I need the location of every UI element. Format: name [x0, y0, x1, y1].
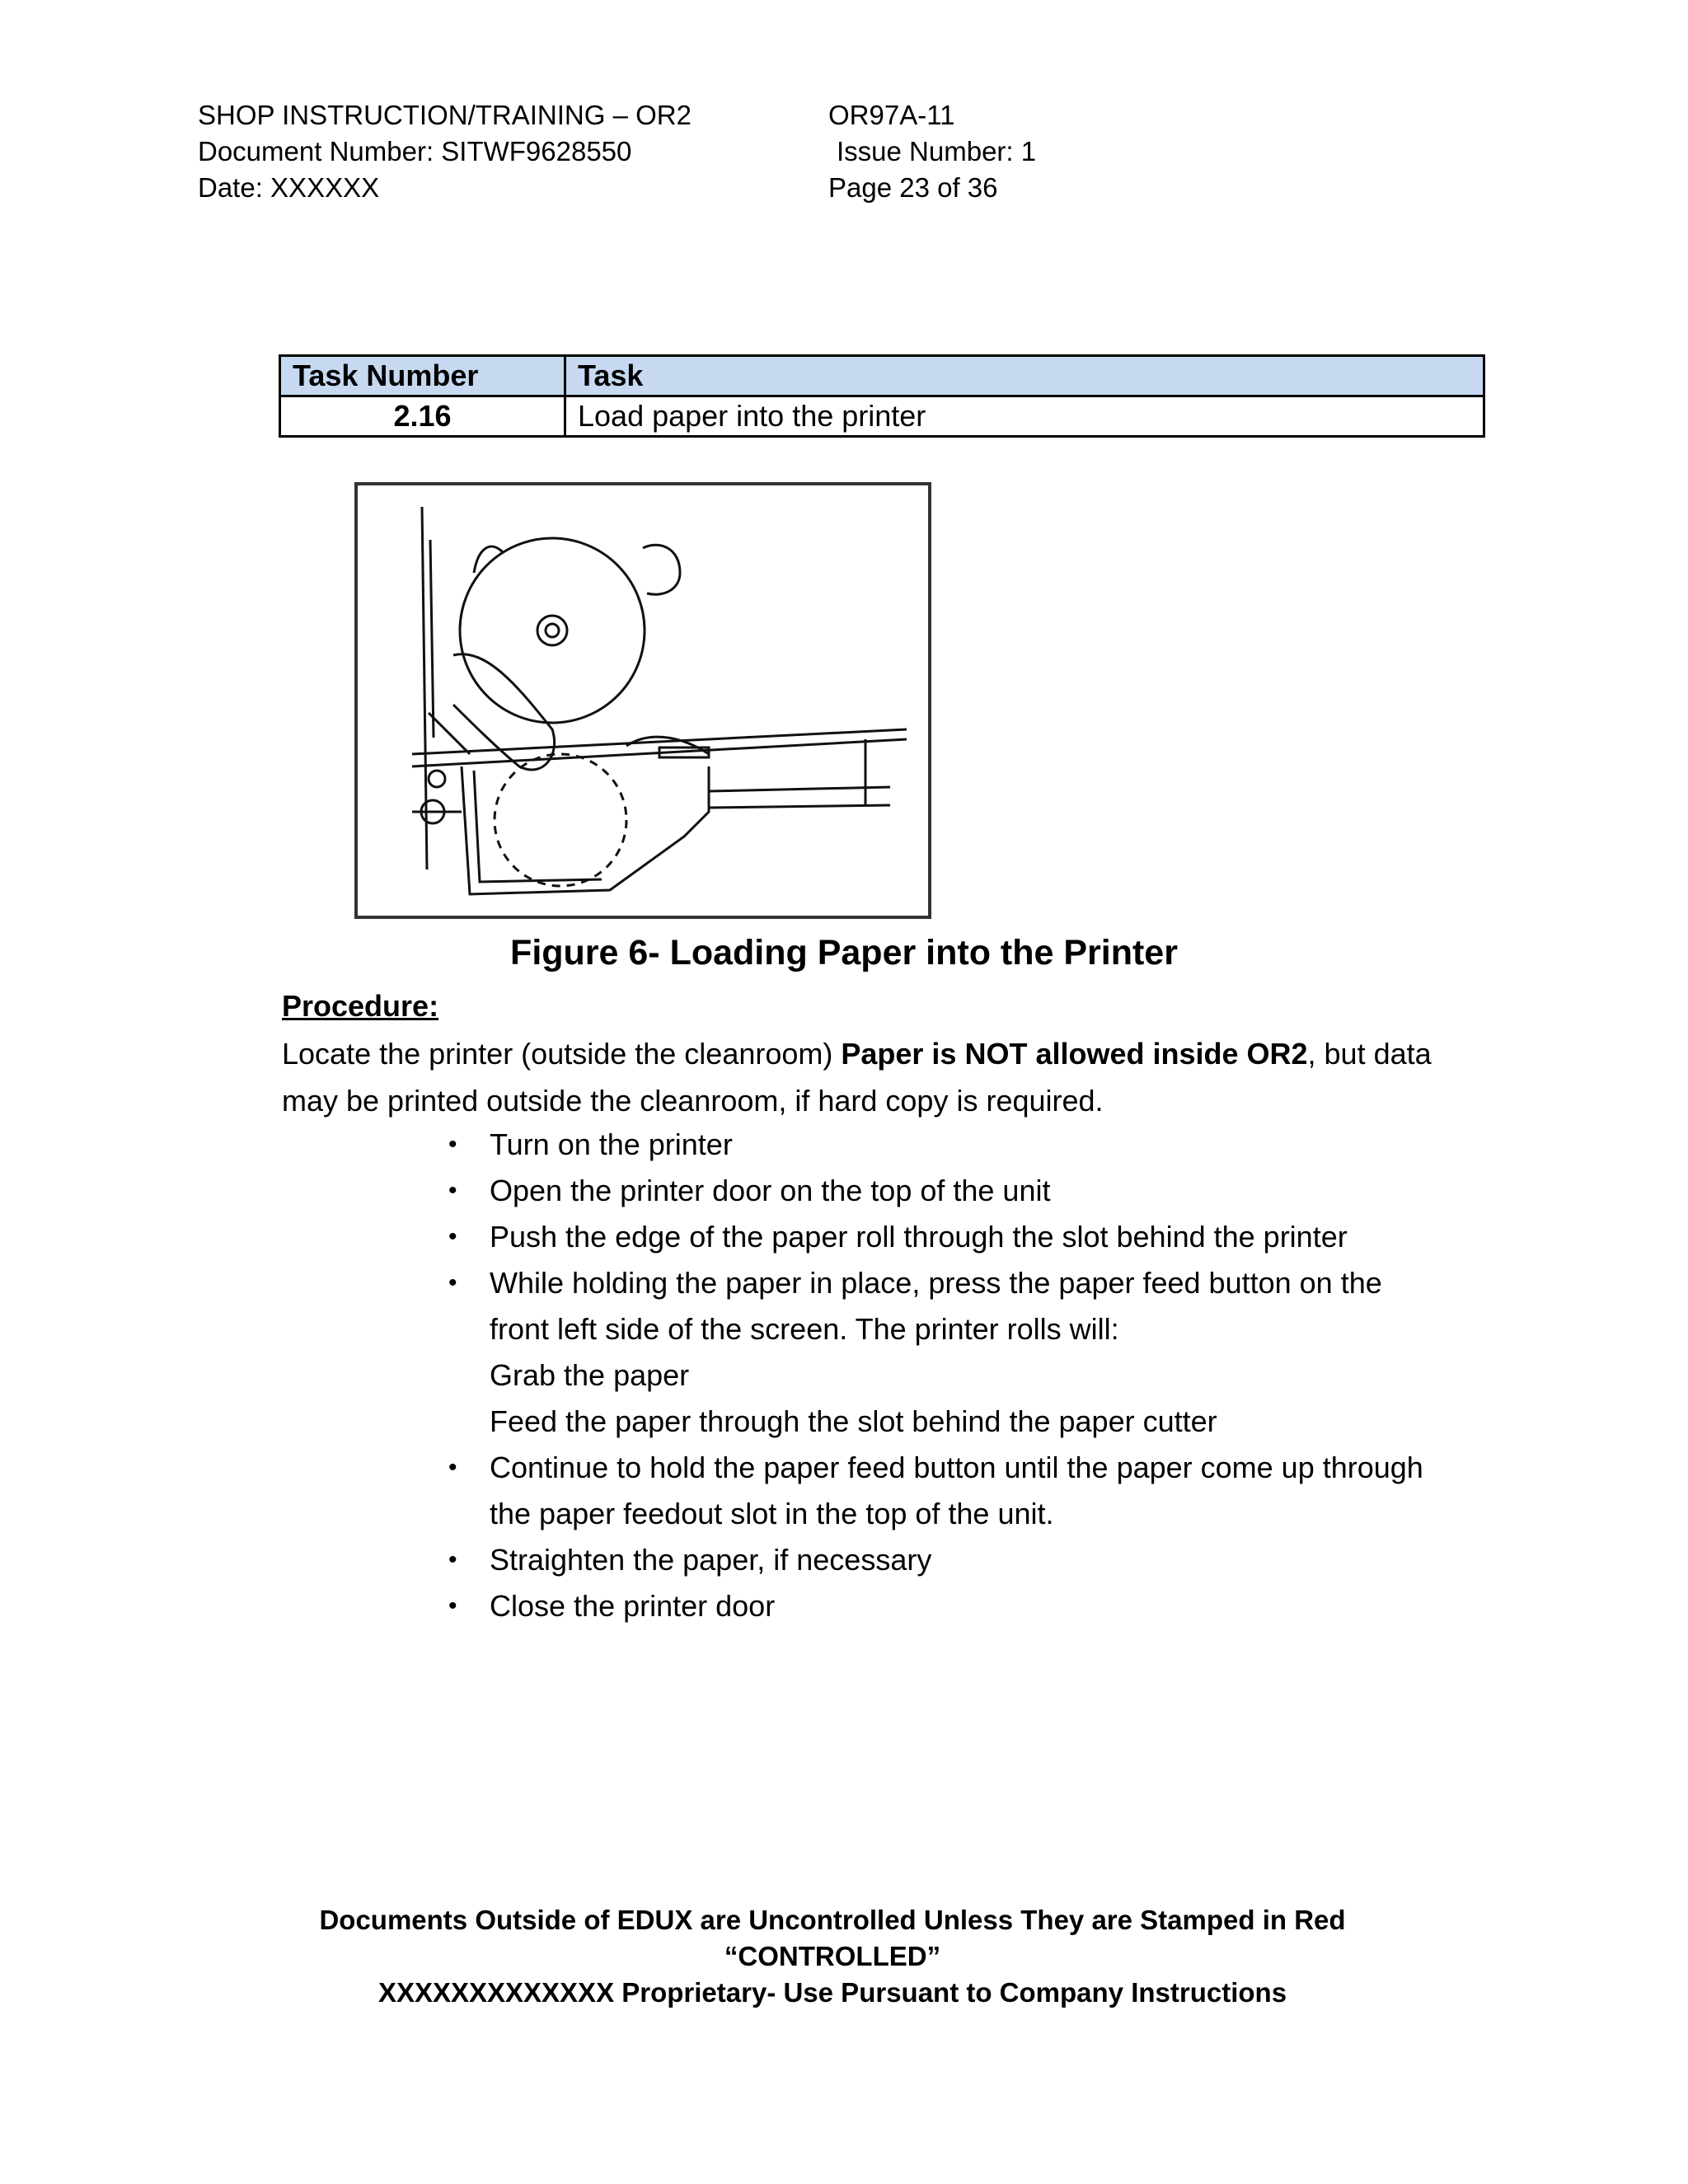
list-item — [448, 1537, 1479, 1583]
task-number-cell: 2.16 — [280, 396, 565, 437]
list-item-continuation — [490, 1352, 1479, 1399]
task-table-header-row — [280, 356, 1484, 396]
document-number: Document Number: SITWF9628550 — [198, 136, 632, 166]
task-table — [279, 354, 1485, 438]
intro-text: Locate the printer (outside the cleanroom) — [282, 1037, 842, 1071]
list-item-continuation — [490, 1491, 1479, 1537]
list-item-continuation — [490, 1399, 1479, 1445]
step-text: Feed the paper through the slot behind the paper cutter — [490, 1404, 1217, 1438]
task-table-row — [280, 396, 1484, 437]
list-item — [448, 1214, 1479, 1260]
bullet: • — [448, 1131, 457, 1158]
document-footer — [0, 1902, 1665, 2011]
bullet: • — [448, 1269, 457, 1296]
step-text: Continue to hold the paper feed button until the paper come up through — [490, 1451, 1423, 1484]
bullet: • — [448, 1177, 457, 1204]
figure-caption: Figure 6- Loading Paper into the Printer — [510, 933, 1178, 972]
procedure-heading: Procedure: — [282, 989, 439, 1023]
step-text: Push the edge of the paper roll through the slot behind the printer — [490, 1220, 1348, 1254]
list-item — [448, 1260, 1479, 1306]
step-text: the paper feedout slot in the top of the unit. — [490, 1497, 1054, 1530]
step-text: Turn on the printer — [490, 1127, 733, 1161]
task-header: Task — [565, 356, 1484, 396]
step-text: Open the printer door on the top of the unit — [490, 1174, 1051, 1207]
document-header-left — [198, 97, 692, 206]
procedure-section — [282, 982, 1469, 1623]
step-text: While holding the paper in place, press the paper feed button on the — [490, 1266, 1382, 1300]
page-number: Page 23 of 36 — [828, 172, 998, 203]
bullet: • — [448, 1546, 457, 1573]
issue-number: Issue Number: 1 — [837, 136, 1037, 166]
printer-loading-figure — [354, 482, 931, 919]
footer-line-2: “CONTROLLED” — [724, 1941, 941, 1971]
document-header-right — [828, 97, 1036, 206]
intro-warning: Paper is NOT allowed inside OR2 — [841, 1037, 1308, 1071]
step-text: Close the printer door — [490, 1589, 776, 1623]
step-text: Grab the paper — [490, 1358, 690, 1392]
footer-line-1: Documents Outside of EDUX are Uncontrolled Unless They are Stamped in Red — [319, 1905, 1346, 1935]
list-item — [448, 1168, 1479, 1214]
bullet: • — [448, 1223, 457, 1250]
document-date: Date: XXXXXX — [198, 172, 380, 203]
procedure-steps — [448, 1122, 1479, 1629]
list-item — [448, 1583, 1479, 1629]
procedure-intro — [282, 1030, 1469, 1077]
footer-line-3: XXXXXXXXXXXXX Proprietary- Use Pursuant to Company Instructions — [377, 1977, 1287, 2008]
intro-text-end: , but data — [1307, 1037, 1432, 1071]
document-code: OR97A-11 — [828, 100, 955, 130]
list-item — [448, 1445, 1479, 1491]
task-cell: Load paper into the printer — [565, 396, 1484, 437]
document-title: SHOP INSTRUCTION/TRAINING – OR2 — [198, 100, 692, 130]
step-text: front left side of the screen. The printer rolls will: — [490, 1312, 1119, 1346]
bullet: • — [448, 1454, 457, 1481]
procedure-intro-line2: may be printed outside the cleanroom, if hard copy is required. — [282, 1084, 1104, 1118]
task-number-header: Task Number — [280, 356, 565, 396]
list-item-continuation — [490, 1306, 1479, 1352]
printer-illustration — [354, 482, 931, 919]
step-text: Straighten the paper, if necessary — [490, 1543, 932, 1577]
bullet: • — [448, 1592, 457, 1619]
list-item — [448, 1122, 1479, 1168]
